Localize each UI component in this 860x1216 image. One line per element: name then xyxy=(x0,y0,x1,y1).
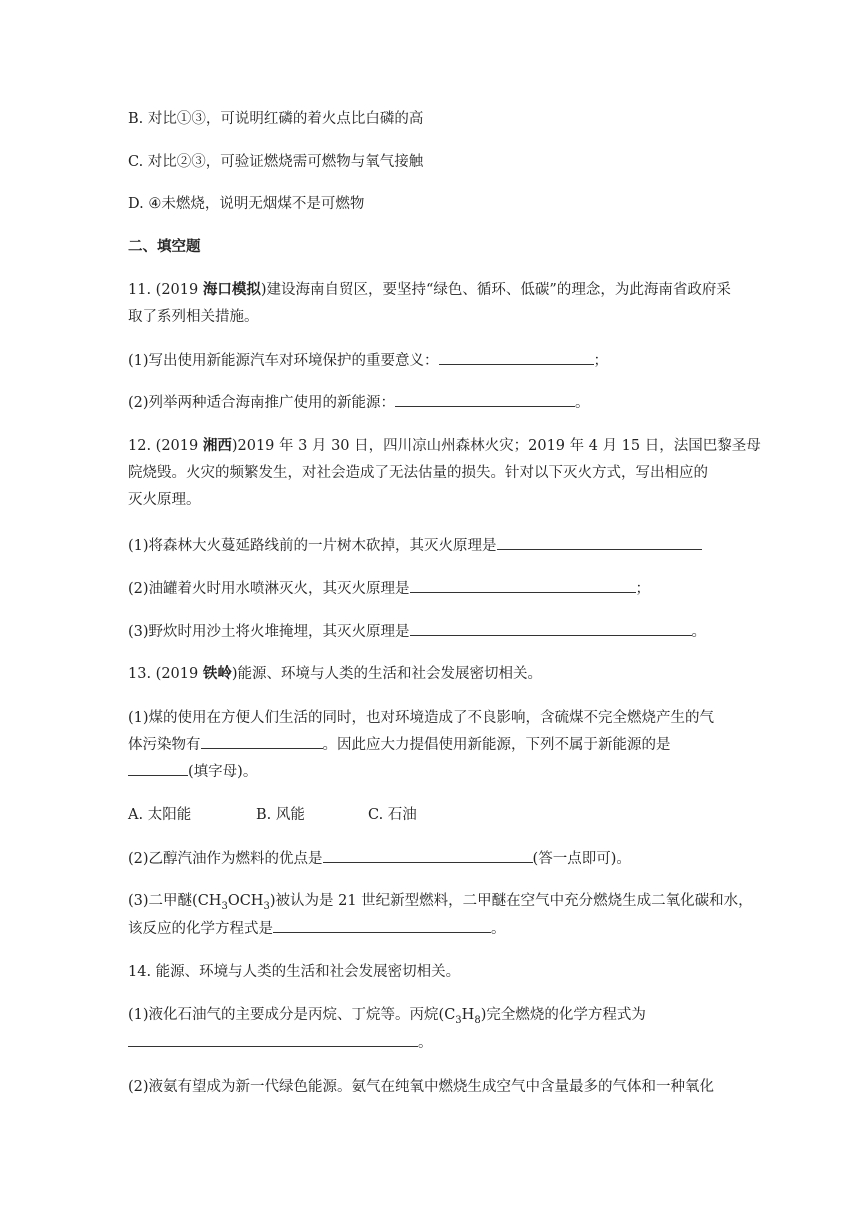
q14-text: 14. 能源、环境与人类的生活和社会发展密切相关。 xyxy=(128,964,461,980)
q13-1-text-3: 。因此应大力提倡使用新能源，下列不属于新能源的是 xyxy=(322,737,671,753)
option-c-text: C. 对比②③，可验证燃烧需可燃物与氧气接触 xyxy=(128,154,424,170)
question-13-part-3 xyxy=(128,891,753,911)
q13-option-c: C. 石油 xyxy=(368,807,417,823)
q14-1-text-b: H xyxy=(461,1007,475,1023)
section-heading xyxy=(128,237,201,257)
q13-3-end: 。 xyxy=(491,921,506,937)
q12-2-end: ； xyxy=(635,581,651,597)
question-11-stem-cont xyxy=(128,307,259,327)
question-13-part-1 xyxy=(128,708,714,728)
q11-2-text: (2)列举两种适合海南推广使用的新能源： xyxy=(128,395,396,411)
q13-3-blank[interactable] xyxy=(273,918,491,933)
question-13-part-2 xyxy=(128,848,631,869)
question-12-part-1 xyxy=(128,535,702,556)
q12-1-blank[interactable] xyxy=(497,535,702,550)
question-12-part-2 xyxy=(128,578,650,599)
q13-1-text-2: 体污染物有 xyxy=(128,737,201,753)
question-14-part-1-cont xyxy=(128,1032,433,1053)
q13-2-text: (2)乙醇汽油作为燃料的优点是 xyxy=(128,851,323,867)
q12-2-text: (2)油罐着火时用水喷淋灭火，其灭火原理是 xyxy=(128,581,410,597)
section-heading-text: 二、填空题 xyxy=(128,238,201,255)
q13-option-b: B. 风能 xyxy=(256,807,305,823)
question-11-stem xyxy=(128,280,731,300)
question-12-stem xyxy=(128,436,761,456)
q13-text: )能源、环境与人类的生活和社会发展密切相关。 xyxy=(231,666,542,682)
q12-2-blank[interactable] xyxy=(410,578,636,593)
q12-text-3: 灭火原理。 xyxy=(128,492,201,508)
q13-3-sub-1: 3 xyxy=(221,900,228,912)
q11-text: )建设海南自贸区，要坚持“绿色、循环、低碳”的理念，为此海南省政府采 xyxy=(260,282,731,298)
q12-1-text: (1)将森林大火蔓延路线前的一片树木砍掉，其灭火原理是 xyxy=(128,538,497,554)
question-12-part-3 xyxy=(128,621,706,642)
option-b-text: B. 对比①③，可说明红磷的着火点比白磷的高 xyxy=(128,111,424,127)
q13-option-a: A. 太阳能 xyxy=(128,807,192,823)
q13-3-text-b: OCH xyxy=(227,893,264,909)
question-14-part-1 xyxy=(128,1005,646,1025)
q11-1-blank[interactable] xyxy=(439,350,594,365)
question-14-part-2 xyxy=(128,1077,714,1097)
q11-text-2: 取了系列相关措施。 xyxy=(128,309,259,325)
q13-number: 13. (2019 xyxy=(128,666,203,682)
question-12-stem-cont xyxy=(128,463,708,483)
question-11-part-1 xyxy=(128,350,608,371)
q13-3-text-a: (3)二甲醚(CH xyxy=(128,893,222,909)
q11-1-text: (1)写出使用新能源汽车对环境保护的重要意义： xyxy=(128,353,439,369)
question-13-options xyxy=(128,805,417,825)
q13-1-text-4: (填字母)。 xyxy=(188,764,258,780)
question-12-stem-cont2 xyxy=(128,490,201,510)
q14-1-blank[interactable] xyxy=(128,1032,418,1047)
question-13-part-1-cont xyxy=(128,734,671,755)
question-13-part-1-cont2 xyxy=(128,761,257,782)
q14-2-text: (2)液氨有望成为新一代绿色能源。氨气在纯氧中燃烧生成空气中含量最多的气体和一种氧化 xyxy=(128,1079,715,1095)
option-b xyxy=(128,109,423,129)
option-c xyxy=(128,152,423,172)
q14-1-end: 。 xyxy=(418,1035,433,1051)
q12-3-end: 。 xyxy=(691,624,707,640)
question-14-stem xyxy=(128,962,460,982)
option-d xyxy=(128,194,364,214)
q13-2-end: (答一点即可)。 xyxy=(532,851,631,867)
q13-1-text: (1)煤的使用在方便人们生活的同时，也对环境造成了不良影响，含硫煤不完全燃烧产生的气 xyxy=(128,710,715,726)
question-11-part-2 xyxy=(128,392,590,413)
q13-3-text-c: )被认为是 21 世纪新型燃料，二甲醚在空气中充分燃烧生成二氧化碳和水， xyxy=(269,893,753,909)
q13-source: 铁岭 xyxy=(202,665,232,682)
option-d-text: D. ④未燃烧，说明无烟煤不是可燃物 xyxy=(128,196,365,212)
q12-text: )2019 年 3 月 30 日，四川凉山州森林火灾；2019 年 4 月 15 日，法国巴黎圣母 xyxy=(231,438,761,454)
q11-2-end: 。 xyxy=(575,395,590,411)
q11-2-blank[interactable] xyxy=(395,392,575,407)
q14-1-text-a: (1)液化石油气的主要成分是丙烷、丁烷等。丙烷(C xyxy=(128,1007,456,1023)
q14-1-sub-2: 8 xyxy=(474,1014,481,1026)
q13-1-blank-a[interactable] xyxy=(201,734,323,749)
q13-3-text-d: 该反应的化学方程式是 xyxy=(128,921,273,937)
q13-3-sub-2: 3 xyxy=(263,900,270,912)
q11-number: 11. (2019 xyxy=(128,282,203,298)
q12-number: 12. (2019 xyxy=(128,438,203,454)
q14-1-text-c: )完全燃烧的化学方程式为 xyxy=(480,1007,646,1023)
q13-1-blank-b[interactable] xyxy=(128,761,188,776)
q12-source: 湘西 xyxy=(202,437,232,454)
question-13-part-3-cont xyxy=(128,918,506,939)
q11-source: 海口模拟 xyxy=(202,281,261,298)
q12-text-2: 院烧毁。火灾的频繁发生，对社会造成了无法估量的损失。针对以下灭火方式，写出相应的 xyxy=(128,465,708,481)
q12-3-text: (3)野炊时用沙土将火堆掩埋，其灭火原理是 xyxy=(128,624,410,640)
q13-2-blank[interactable] xyxy=(323,848,533,863)
q12-3-blank[interactable] xyxy=(410,621,692,636)
q14-1-sub-1: 3 xyxy=(455,1014,462,1026)
question-13-stem xyxy=(128,664,542,684)
q11-1-end: ； xyxy=(593,353,609,369)
